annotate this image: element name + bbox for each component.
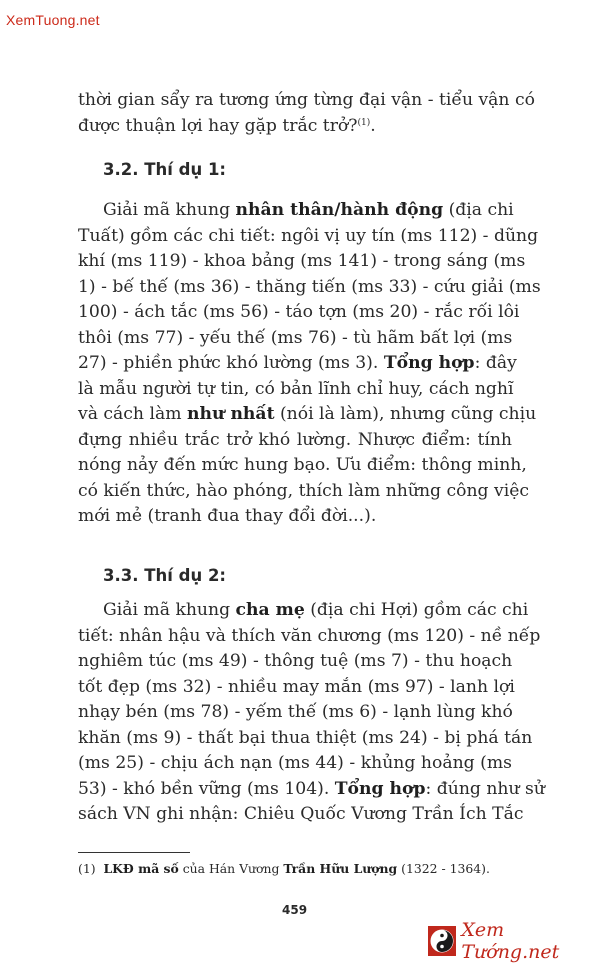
footnote-mark: (1): [78, 861, 96, 876]
text-line: đựng nhiều trắc trở khó lường. Nhược điểm: tính: [78, 429, 512, 450]
intro-paragraph: [78, 88, 535, 139]
text-line: 53) - khó bền vững (ms 104). Tổng hợp: đúng như sử: [78, 778, 545, 799]
footnote-ref[interactable]: (1): [357, 117, 371, 128]
text-line: 100) - ách tắc (ms 56) - táo tợn (ms 20) - rắc rối lôi: [78, 302, 520, 322]
yin-yang-icon: [428, 926, 456, 956]
text-line: nghiêm túc (ms 49) - thông tuệ (ms 7) - thu hoạch: [78, 651, 513, 671]
watermark[interactable]: [428, 919, 600, 963]
text-line: và cách làm như nhất (nói là làm), nhưng cũng chịu: [78, 404, 537, 424]
text-line: (ms 25) - chịu ách nạn (ms 44) - khủng hoảng (ms: [78, 753, 512, 773]
text-line: là mẫu người tự tin, có bản lĩnh chỉ huy, cách nghĩ: [78, 378, 514, 399]
text-line: mới mẻ (tranh đua thay đổi đời...).: [78, 506, 377, 526]
text-line: thời gian sẩy ra tương ứng từng đại vận - tiểu vận có: [78, 90, 535, 110]
text-line: 1) - bế thế (ms 36) - thăng tiến (ms 33) - cứu giải (ms: [78, 276, 541, 297]
section-3-2-paragraph: [78, 198, 541, 530]
page-number: 459: [282, 903, 308, 917]
text-line: Giải mã khung cha mẹ (địa chi Hợi) gồm các chi: [103, 600, 529, 620]
text-line: nhạy bén (ms 78) - yếm thế (ms 6) - lạnh lùng khó: [78, 702, 513, 722]
text-line: khí (ms 119) - khoa bảng (ms 141) - trong sáng (ms: [78, 251, 526, 271]
footnote: (1) LKĐ mã số của Hán Vương Trần Hữu Lượng (1322 - 1364).: [78, 861, 490, 876]
text-line: Tuất) gồm các chi tiết: ngôi vị uy tín (ms 112) - dũng: [78, 225, 539, 246]
text-line: sách VN ghi nhận: Chiêu Quốc Vương Trần Ích Tắc: [78, 804, 524, 824]
text-line: khăn (ms 9) - thất bại thua thiệt (ms 24) - bị phá tán: [78, 727, 533, 748]
watermark-text: Xem Tướng.net: [461, 919, 560, 963]
site-brand[interactable]: XemTuong.net: [6, 12, 100, 28]
text-line: tốt đẹp (ms 32) - nhiều may mắn (ms 97) - lanh lợi: [78, 676, 515, 697]
section-3-3-paragraph: [78, 598, 545, 828]
footnote-divider: [78, 852, 190, 853]
section-heading-3-2: 3.2. Thí dụ 1:: [103, 160, 227, 179]
text-line: thôi (ms 77) - yếu thế (ms 76) - tù hãm bất lợi (ms: [78, 327, 513, 348]
section-heading-3-3: 3.3. Thí dụ 2:: [103, 566, 227, 585]
text-line: 27) - phiền phức khó lường (ms 3). Tổng hợp: đây: [78, 353, 517, 373]
text-line: Giải mã khung nhân thân/hành động (địa chi: [103, 200, 514, 220]
text-line: được thuận lợi hay gặp trắc trở?$^{(1)}$.: [78, 115, 376, 136]
text-line: có kiến thức, hào phóng, thích làm những công việc: [78, 480, 529, 501]
text-line: nóng nảy đến mức hung bạo. Ưu điểm: thông minh,: [78, 455, 527, 475]
text-line: tiết: nhân hậu và thích văn chương (ms 120) - nề nếp: [78, 625, 541, 646]
